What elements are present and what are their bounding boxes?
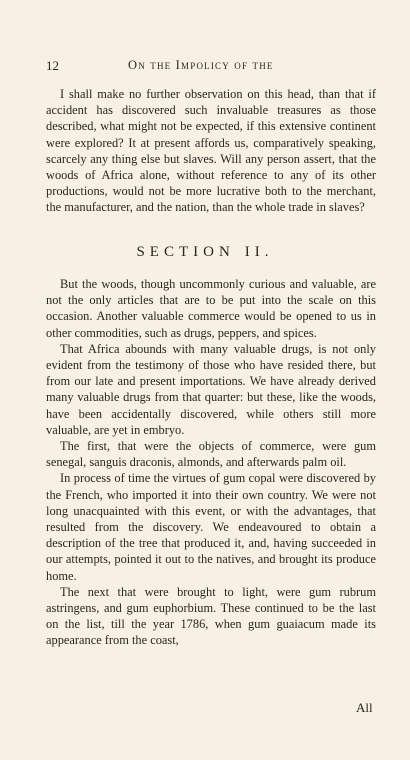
paragraph: But the woods, though uncommonly curious and valuable, are not the only articles that are to be put into the scale on this occasion. Another valuable commerce would be opened to us in other commodities, such as drugs, peppers, and spices. <box>46 277 376 340</box>
section-body <box>46 276 376 649</box>
running-head: On the Impolicy of the <box>128 58 274 72</box>
section-label: SECTION <box>136 244 235 260</box>
page-number: 12 <box>46 58 59 73</box>
intro-paragraph <box>46 86 376 216</box>
catchword: All <box>356 700 373 715</box>
paragraph: The first, that were the objects of commerce, were gum senegal, sanguis draconis, almonds, and afterwards palm oil. <box>46 439 376 470</box>
paragraph: That Africa abounds with many valuable drugs, is not only evident from the testimony of those who have resided there, but from our late and present importations. We have already derived many valuable drugs from that quarter: but these, like the woods, have been accidentally discovered, while others still more valuable, are yet in embryo. <box>46 341 376 437</box>
paragraph: The next that were brought to light, were gum rubrum astringens, and gum euphorbium. These continued to be the last on the list, till the year 1786, when gum guaiacum made its appearance from the coast, <box>46 584 376 648</box>
paragraph: I shall make no further observation on this head, than that if accident has discovered such invaluable treasures as those described, what might not be expected, if this extensive continent were explored? It at present affords us, comparatively speaking, scarcely any thing else but slaves. Will any person assert, that the woods of Africa alone, without reference to any of its other productions, would not be more lucrative both to the merchant, the manufacturer, and the nation, than the whole trade in slaves? <box>46 87 376 215</box>
paragraph: In process of time the virtues of gum copal were discovered by the French, who imported it into their own country. We were not long unacquainted with this event, or with the advantages, that resulted from the discovery. We endeavoured to obtain a description of the tree that produced it, and, having succeeded in our attempts, pointed it out to the natives, and brought its produce home. <box>46 471 376 583</box>
section-heading <box>0 244 410 261</box>
section-number: II. <box>244 244 274 260</box>
